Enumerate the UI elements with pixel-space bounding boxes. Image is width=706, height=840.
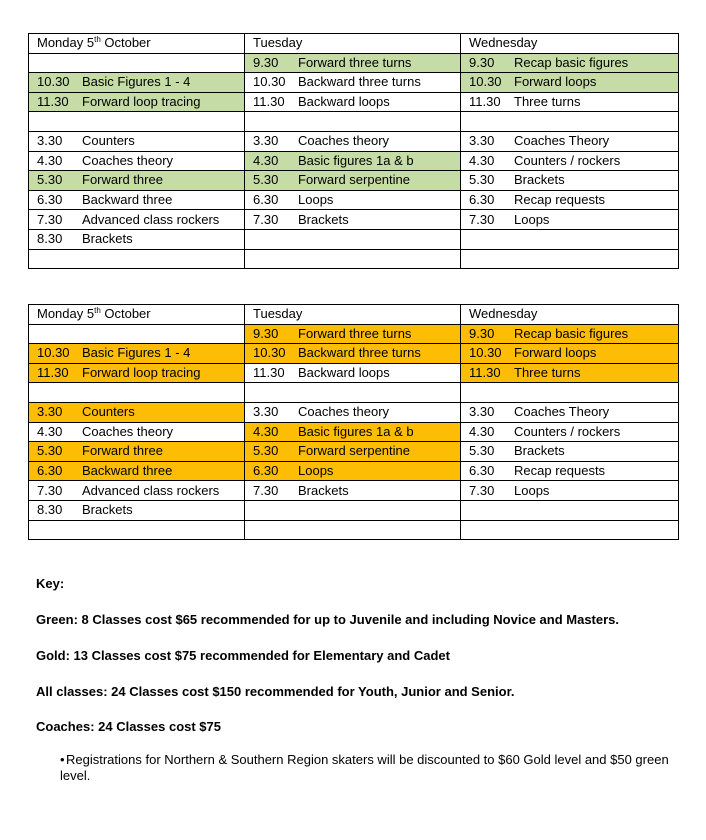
class-name: Brackets [514, 172, 565, 188]
schedule-cell [461, 383, 679, 403]
class-time: 7.30 [253, 482, 279, 498]
class-time: 4.30 [37, 423, 63, 439]
class-name: Recap requests [514, 463, 606, 479]
class-name: Forward three [82, 443, 163, 459]
schedule-cell [29, 383, 245, 403]
class-name: Forward serpentine [298, 172, 410, 188]
class-name: Advanced class rockers [82, 482, 220, 498]
schedule-cell [245, 229, 461, 249]
class-time: 5.30 [253, 172, 279, 188]
schedule-cell [461, 481, 679, 501]
schedule-cell [461, 344, 679, 364]
class-time: 4.30 [469, 423, 495, 439]
table-row [29, 324, 679, 344]
schedule-cell [461, 249, 679, 269]
class-time: 9.30 [253, 325, 279, 341]
schedule-cell [245, 171, 461, 191]
schedule-cell [245, 210, 461, 230]
table-row [29, 422, 679, 442]
class-name: Loops [298, 463, 334, 479]
table-row [29, 481, 679, 501]
class-time: 10.30 [469, 74, 502, 90]
class-name: Forward three [82, 172, 163, 188]
class-time: 3.30 [469, 404, 495, 420]
class-time: 10.30 [37, 74, 70, 90]
class-time: 3.30 [253, 404, 279, 420]
class-name: Coaches theory [82, 152, 174, 168]
schedule-cell [29, 344, 245, 364]
class-time: 8.30 [37, 231, 63, 247]
key-green: Green: 8 Classes cost $65 recommended for up to Juvenile and including Novice and Masters. [36, 612, 620, 627]
schedule-cell [29, 171, 245, 191]
table-row [29, 344, 679, 364]
table-row [29, 92, 679, 112]
table-row [29, 112, 679, 132]
class-time: 3.30 [253, 133, 279, 149]
schedule-cell [29, 324, 245, 344]
class-name: Advanced class rockers [82, 211, 220, 227]
class-time: 9.30 [469, 325, 495, 341]
day-header-month: October [100, 306, 151, 322]
schedule-cell [245, 151, 461, 171]
class-name: Backward three [82, 192, 173, 208]
class-time: 5.30 [469, 443, 495, 459]
class-name: Recap requests [514, 192, 606, 208]
table-row [29, 500, 679, 520]
class-name: Backward three turns [298, 74, 421, 90]
day-header-ordinal: th [94, 306, 101, 316]
class-name: Basic Figures 1 - 4 [82, 74, 191, 90]
class-name: Brackets [298, 482, 349, 498]
class-time: 5.30 [469, 172, 495, 188]
table-row [29, 210, 679, 230]
class-name: Backward loops [298, 94, 390, 110]
schedule-cell [461, 131, 679, 151]
class-name: Backward loops [298, 365, 390, 381]
class-name: Recap basic figures [514, 54, 629, 70]
key-gold: Gold: 13 Classes cost $75 recommended for Elementary and Cadet [36, 648, 450, 663]
class-time: 4.30 [253, 423, 279, 439]
class-time: 4.30 [37, 152, 63, 168]
class-name: Basic figures 1a & b [298, 152, 414, 168]
schedule-cell [461, 324, 679, 344]
key-coaches: Coaches: 24 Classes cost $75 [36, 719, 221, 734]
class-time: 11.30 [37, 94, 69, 110]
table-row [29, 151, 679, 171]
table-row [29, 363, 679, 383]
schedule-cell [29, 112, 245, 132]
schedule-cell [29, 92, 245, 112]
day-header-text: Tuesday [253, 35, 303, 51]
schedule-cell [461, 442, 679, 462]
table-row [29, 53, 679, 73]
day-header [461, 305, 679, 325]
class-name: Loops [514, 482, 550, 498]
class-time: 5.30 [37, 172, 63, 188]
schedule-cell [245, 500, 461, 520]
class-time: 6.30 [37, 192, 63, 208]
class-name: Three turns [514, 94, 581, 110]
schedule-cell [245, 442, 461, 462]
class-time: 11.30 [37, 365, 69, 381]
class-time: 5.30 [253, 443, 279, 459]
schedule-cell [461, 500, 679, 520]
header-row [29, 305, 679, 325]
class-time: 7.30 [37, 211, 63, 227]
class-name: Forward loops [514, 74, 597, 90]
class-name: Backward three turns [298, 345, 421, 361]
schedule-cell [29, 402, 245, 422]
schedule-cell [461, 363, 679, 383]
class-name: Forward three turns [298, 54, 412, 70]
class-time: 3.30 [37, 404, 63, 420]
schedule-cell [29, 520, 245, 540]
class-name: Forward three turns [298, 325, 412, 341]
day-header [29, 34, 245, 54]
table-row [29, 520, 679, 540]
schedule-cell [461, 422, 679, 442]
class-time: 10.30 [469, 345, 502, 361]
discount-note [60, 752, 670, 784]
day-header [461, 34, 679, 54]
schedule-cell [461, 461, 679, 481]
table-row [29, 402, 679, 422]
schedule-cell [245, 481, 461, 501]
schedule-cell [461, 53, 679, 73]
schedule-cell [29, 53, 245, 73]
day-header-text: Wednesday [469, 35, 538, 51]
class-time: 8.30 [37, 502, 63, 518]
class-time: 7.30 [469, 211, 495, 227]
schedule-cell [245, 112, 461, 132]
class-time: 5.30 [37, 443, 63, 459]
class-time: 10.30 [253, 345, 286, 361]
table-row [29, 442, 679, 462]
day-header [245, 34, 461, 54]
schedule-cell [245, 520, 461, 540]
class-name: Recap basic figures [514, 325, 629, 341]
schedule-cell [245, 383, 461, 403]
class-time: 9.30 [253, 54, 279, 70]
schedule-cell [29, 500, 245, 520]
class-name: Loops [514, 211, 550, 227]
class-name: Basic Figures 1 - 4 [82, 345, 191, 361]
day-header-text: Wednesday [469, 306, 538, 322]
schedule-cell [245, 92, 461, 112]
key-all-classes: All classes: 24 Classes cost $150 recommended for Youth, Junior and Senior. [36, 684, 515, 699]
schedule-cell [461, 402, 679, 422]
header-row [29, 34, 679, 54]
schedule-cell [29, 210, 245, 230]
schedule-cell [29, 131, 245, 151]
schedule-cell [245, 402, 461, 422]
schedule-cell [245, 190, 461, 210]
class-time: 6.30 [37, 463, 63, 479]
schedule-cell [461, 171, 679, 191]
class-time: 11.30 [469, 365, 501, 381]
class-time: 11.30 [469, 94, 501, 110]
class-time: 6.30 [469, 192, 495, 208]
class-time: 7.30 [253, 211, 279, 227]
day-header-ordinal: th [94, 35, 101, 45]
day-header-text: Tuesday [253, 306, 303, 322]
day-header-month: October [100, 35, 151, 51]
schedule-cell [245, 422, 461, 442]
class-time: 7.30 [469, 482, 495, 498]
class-name: Backward three [82, 463, 173, 479]
class-name: Coaches theory [298, 133, 390, 149]
class-name: Three turns [514, 365, 581, 381]
schedule-cell [29, 190, 245, 210]
class-name: Forward loop tracing [82, 94, 201, 110]
class-time: 4.30 [469, 152, 495, 168]
schedule-cell [245, 461, 461, 481]
schedule-cell [461, 112, 679, 132]
class-time: 7.30 [37, 482, 63, 498]
table-row [29, 190, 679, 210]
day-header [245, 305, 461, 325]
schedule-cell [461, 210, 679, 230]
schedule-cell [29, 422, 245, 442]
schedule-cell [29, 461, 245, 481]
schedule-cell [29, 481, 245, 501]
table-row [29, 229, 679, 249]
schedule-cell [245, 363, 461, 383]
table-row [29, 171, 679, 191]
schedule-table-gold [28, 304, 679, 540]
table-row [29, 131, 679, 151]
schedule-cell [461, 190, 679, 210]
class-time: 3.30 [37, 133, 63, 149]
class-time: 3.30 [469, 133, 495, 149]
schedule-cell [29, 442, 245, 462]
class-name: Coaches Theory [514, 133, 610, 149]
day-header [29, 305, 245, 325]
table-row [29, 73, 679, 93]
schedule-cell [461, 92, 679, 112]
day-header-text: Monday 5 [37, 306, 95, 322]
table-row [29, 249, 679, 269]
class-time: 10.30 [37, 345, 70, 361]
class-name: Brackets [82, 231, 133, 247]
class-name: Forward loops [514, 345, 597, 361]
schedule-cell [461, 229, 679, 249]
schedule-cell [461, 151, 679, 171]
class-time: 6.30 [469, 463, 495, 479]
class-time: 11.30 [253, 94, 285, 110]
day-header-text: Monday 5 [37, 35, 95, 51]
schedule-cell [29, 249, 245, 269]
class-name: Brackets [514, 443, 565, 459]
schedule-cell [29, 363, 245, 383]
table-row [29, 383, 679, 403]
schedule-cell [461, 520, 679, 540]
table-row [29, 461, 679, 481]
class-name: Forward loop tracing [82, 365, 201, 381]
class-time: 6.30 [253, 463, 279, 479]
class-name: Counters [82, 404, 135, 420]
class-name: Coaches Theory [514, 404, 610, 420]
schedule-table-green [28, 33, 679, 269]
schedule-cell [29, 151, 245, 171]
class-name: Brackets [82, 502, 133, 518]
class-time: 10.30 [253, 74, 286, 90]
class-name: Coaches theory [82, 423, 174, 439]
discount-note-text: Registrations for Northern & Southern Region skaters will be discounted to $60 Gold level and $50 green level. [60, 752, 669, 783]
schedule-cell [29, 73, 245, 93]
schedule-cell [245, 249, 461, 269]
class-time: 11.30 [253, 365, 285, 381]
class-name: Brackets [298, 211, 349, 227]
class-time: 6.30 [253, 192, 279, 208]
schedule-cell [29, 229, 245, 249]
class-name: Loops [298, 192, 334, 208]
class-name: Counters / rockers [514, 423, 621, 439]
schedule-cell [461, 73, 679, 93]
schedule-cell [245, 73, 461, 93]
schedule-cell [245, 344, 461, 364]
class-name: Coaches theory [298, 404, 390, 420]
class-time: 9.30 [469, 54, 495, 70]
schedule-cell [245, 131, 461, 151]
class-name: Basic figures 1a & b [298, 423, 414, 439]
schedule-cell [245, 324, 461, 344]
class-name: Counters / rockers [514, 152, 621, 168]
class-name: Counters [82, 133, 135, 149]
schedule-cell [245, 53, 461, 73]
bullet-icon: • [60, 752, 65, 767]
class-name: Forward serpentine [298, 443, 410, 459]
key-title: Key: [36, 576, 65, 591]
class-time: 4.30 [253, 152, 279, 168]
